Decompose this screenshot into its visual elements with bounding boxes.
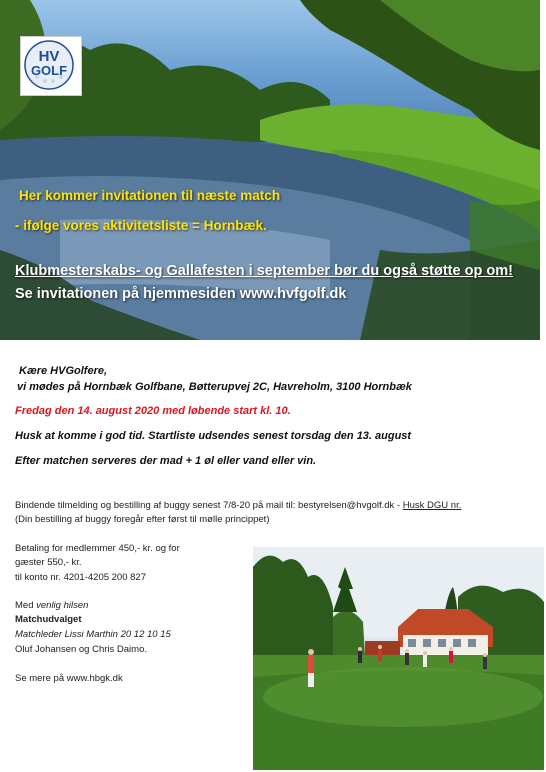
food-info: Efter matchen serveres der mad + 1 øl eller vand eller vin. [15, 455, 317, 467]
regards-italic: venlig hilsen [36, 600, 89, 611]
golf-ball-logo-icon [21, 37, 77, 93]
buggy-note: (Din bestilling af buggy foregår efter først til mølle princippet) [15, 514, 270, 525]
match-leader: Matchleder Lissi Marthin 20 12 10 15 [15, 629, 171, 640]
golf-course-photo [253, 547, 544, 770]
venue-address: vi mødes på Hornbæk Golfbane, Bøtterupvej 2C, Havreholm, 3100 Hornbæk [17, 381, 412, 393]
hero-line-invitation: Her kommer invitationen til næste match [19, 188, 281, 203]
more-info-link[interactable]: Se mere på www.hbgk.dk [15, 673, 123, 684]
clubhouse-putting-green-image [253, 547, 544, 770]
hero-line-website: Se invitationen på hjemmesiden www.hvfgolf.dk [15, 286, 347, 302]
committee-members: Oluf Johansen og Chris Daimo. [15, 644, 148, 655]
svg-text:GOLF: GOLF [30, 63, 68, 78]
hero-banner [0, 0, 540, 340]
registration-text: Bindende tilmelding og bestilling af buggy senest 7/8-20 på mail til: bestyrelsen@hvgolf.dk - [15, 500, 403, 511]
greeting: Kære HVGolfere, [19, 365, 108, 377]
regards [15, 600, 88, 611]
payment-account: til konto nr. 4201-4205 200 827 [15, 572, 146, 583]
regards-plain: Med [15, 600, 37, 611]
committee-name: Matchudvalget [15, 614, 82, 625]
payment-guests: gæster 550,- kr. [15, 557, 82, 568]
hero-line-hornbaek: - ifølge vores aktivitetsliste = Hornbæk. [15, 218, 267, 233]
hero-line-gallafest: Klubmesterskabs- og Gallafesten i september bør du også støtte op om! [15, 263, 513, 279]
dgu-link[interactable]: Husk DGU nr. [402, 500, 462, 511]
payment-members: Betaling for medlemmer 450,- kr. og for [15, 543, 180, 554]
arrival-reminder: Husk at komme i god tid. Startliste udsendes senest torsdag den 13. august [15, 430, 412, 442]
registration-line [15, 500, 461, 511]
match-date: Fredag den 14. august 2020 med løbende start kl. 10. [15, 405, 291, 417]
hvgolf-logo [20, 36, 82, 96]
svg-text:HV: HV [38, 48, 60, 65]
